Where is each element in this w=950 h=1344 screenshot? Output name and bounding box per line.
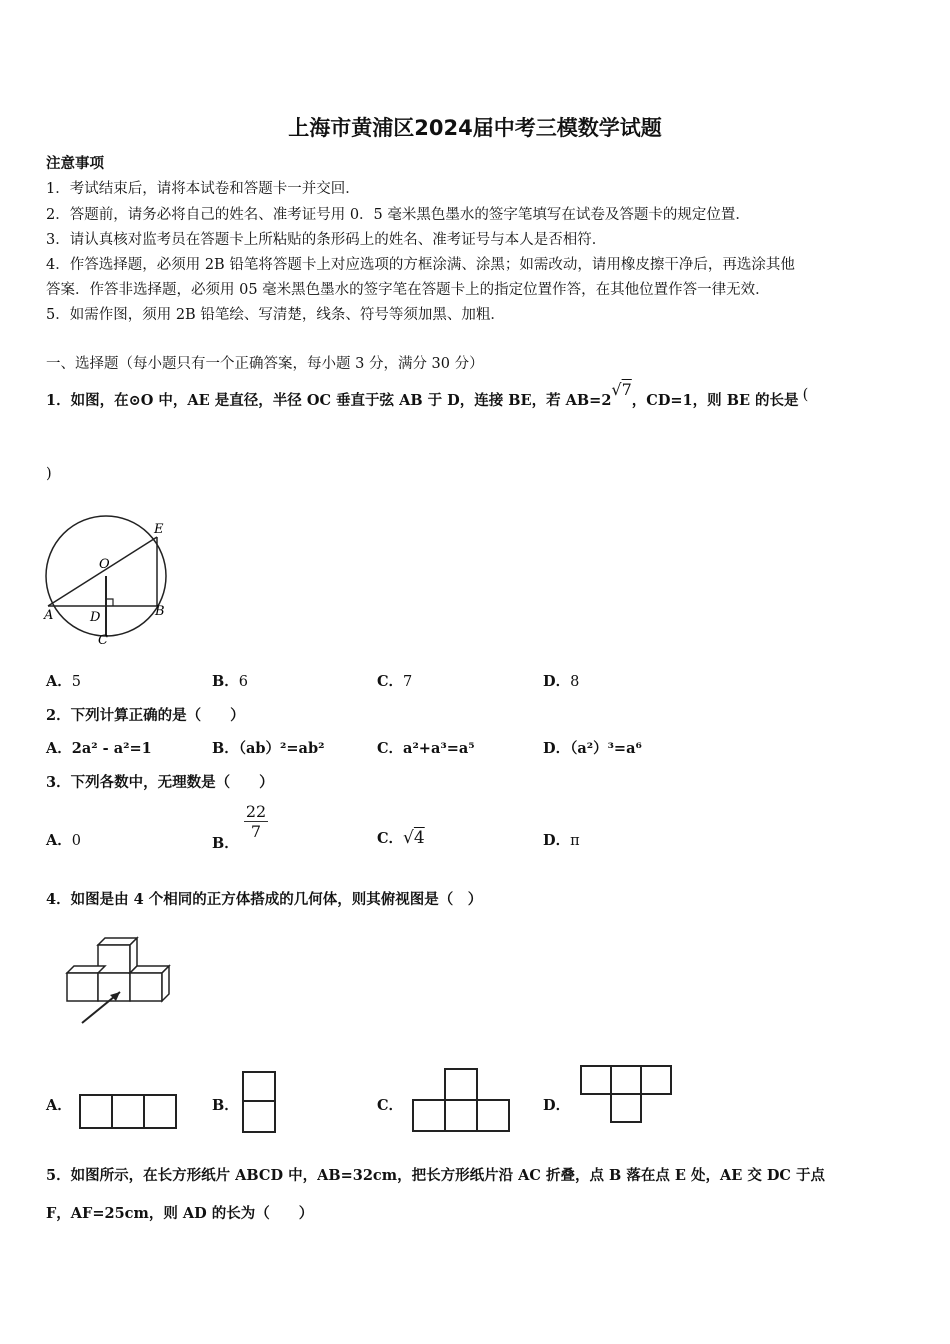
notice-heading: 注意事项 — [46, 155, 104, 172]
option-letter: D． — [543, 740, 571, 757]
q4-option-c-label[interactable]: C． — [377, 1097, 404, 1114]
label-d: D — [90, 610, 101, 625]
q3-option-b[interactable] — [212, 802, 268, 852]
q1-text-a: 1．如图，在⊙O 中，AE 是直径，半径 OC 垂直于弦 AB 于 D，连接 BE，若 AB=2 — [46, 392, 612, 409]
q1-close-paren: ) — [46, 466, 52, 482]
label-o: O — [99, 557, 110, 572]
question-2-text: 2．下列计算正确的是（ ） — [46, 707, 245, 724]
q1-sqrt-value: 7 — [621, 380, 632, 399]
q2-option-d[interactable] — [543, 737, 642, 758]
cube-left-front — [67, 973, 98, 1001]
option-letter: C． — [377, 673, 404, 690]
option-letter: A． — [46, 673, 72, 690]
option-value: a²+a³=a⁵ — [403, 740, 475, 757]
q4-option-d-figure — [580, 1065, 676, 1125]
q4-option-d-label[interactable]: D． — [543, 1097, 571, 1114]
sqrt-4: √4 — [403, 828, 425, 848]
q4-option-a-label[interactable]: A． — [46, 1097, 72, 1114]
question-5-line-1: 5．如图所示，在长方形纸片 ABCD 中，AB=32cm，把长方形纸片沿 AC 折叠，点 B 落在点 E 处，AE 交 DC 于点 — [46, 1167, 826, 1184]
option-value: π — [570, 833, 580, 849]
option-letter: D． — [543, 832, 571, 849]
q4-option-b-label[interactable]: B． — [212, 1097, 239, 1114]
q1-option-a[interactable] — [46, 670, 81, 691]
option-value: （a²）³=a⁶ — [570, 740, 642, 757]
sqrt-value: 4 — [413, 828, 425, 848]
question-3-text: 3．下列各数中，无理数是（ ） — [46, 774, 274, 791]
circle-figure — [40, 515, 175, 650]
option-letter: A． — [46, 740, 72, 757]
option-letter: B． — [212, 673, 239, 690]
option-letter: C． — [377, 830, 404, 847]
q1-option-d[interactable] — [543, 670, 579, 691]
cubes-figure — [60, 935, 200, 1035]
q1-option-b[interactable] — [212, 670, 248, 691]
q2-option-b[interactable] — [212, 737, 324, 758]
denominator: 7 — [250, 822, 262, 841]
option-letter: B． — [212, 834, 239, 852]
q3-option-a[interactable] — [46, 829, 81, 850]
q1-open-paren: ( — [802, 387, 809, 403]
right-angle-mark — [106, 599, 113, 606]
option-letter: D． — [543, 673, 571, 690]
q1-option-c[interactable] — [377, 670, 412, 691]
option-value: 0 — [71, 833, 81, 849]
question-5-line-2: F，AF=25cm，则 AD 的长为（ ） — [46, 1205, 314, 1222]
q1-text-b: ，CD=1，则 BE 的长是 — [631, 392, 799, 409]
q4-option-c-figure — [412, 1068, 512, 1134]
cube-right-side — [162, 966, 169, 1001]
label-e: E — [154, 522, 164, 537]
q4-option-a-figure — [79, 1094, 179, 1132]
option-value: 2a² - a²=1 — [71, 740, 152, 757]
notice-item: 2．答题前，请务必将自己的姓名、准考证号用 0．5 毫米黑色墨水的签字笔填写在试卷及答题卡的规定位置． — [46, 207, 750, 223]
fraction-22-7 — [244, 802, 268, 841]
q4-option-b-figure — [242, 1071, 278, 1135]
notice-item: 4．作答选择题，必须用 2B 铅笔将答题卡上对应选项的方框涂满、涂黑；如需改动，请用橡皮擦干净后，再选涂其他 — [46, 257, 795, 273]
option-value: 5 — [71, 674, 81, 690]
numerator: 22 — [245, 802, 267, 821]
q3-option-d[interactable] — [543, 829, 580, 850]
label-a: A — [44, 608, 54, 623]
q2-option-c[interactable] — [377, 737, 475, 758]
option-letter: A． — [46, 832, 72, 849]
cube-right-front — [130, 973, 162, 1001]
option-letter: C． — [377, 740, 404, 757]
label-b: B — [155, 604, 165, 619]
question-4-text: 4．如图是由 4 个相同的正方体搭成的几何体，则其俯视图是（ ） — [46, 891, 483, 908]
option-value: 6 — [238, 674, 248, 690]
page-title: 上海市黄浦区2024届中考三模数学试题 — [288, 116, 662, 140]
option-value: 8 — [570, 674, 580, 690]
cube-left-face — [67, 966, 105, 973]
option-value: （ab）²=ab² — [238, 740, 325, 757]
label-c: C — [98, 633, 108, 648]
section-heading: 一、选择题（每小题只有一个正确答案，每小题 3 分，满分 30 分） — [46, 356, 484, 372]
q3-option-c[interactable] — [377, 827, 425, 848]
notice-item: 5．如需作图，须用 2B 铅笔绘、写清楚，线条、符号等须加黑、加粗． — [46, 307, 505, 323]
q2-option-a[interactable] — [46, 737, 152, 758]
option-letter: B． — [212, 740, 239, 757]
notice-item: 答案．作答非选择题，必须用 05 毫米黑色墨水的签字笔在答题卡上的指定位置作答，在其他位置作答一律无效． — [46, 282, 770, 298]
notice-item: 3．请认真核对监考员在答题卡上所粘贴的条形码上的姓名、准考证号与本人是否相符． — [46, 232, 607, 248]
notice-item: 1．考试结束后，请将本试卷和答题卡一并交回． — [46, 181, 360, 197]
q1-sqrt: √7 — [611, 380, 632, 399]
question-1-text — [46, 380, 809, 410]
option-value: 7 — [403, 674, 413, 690]
